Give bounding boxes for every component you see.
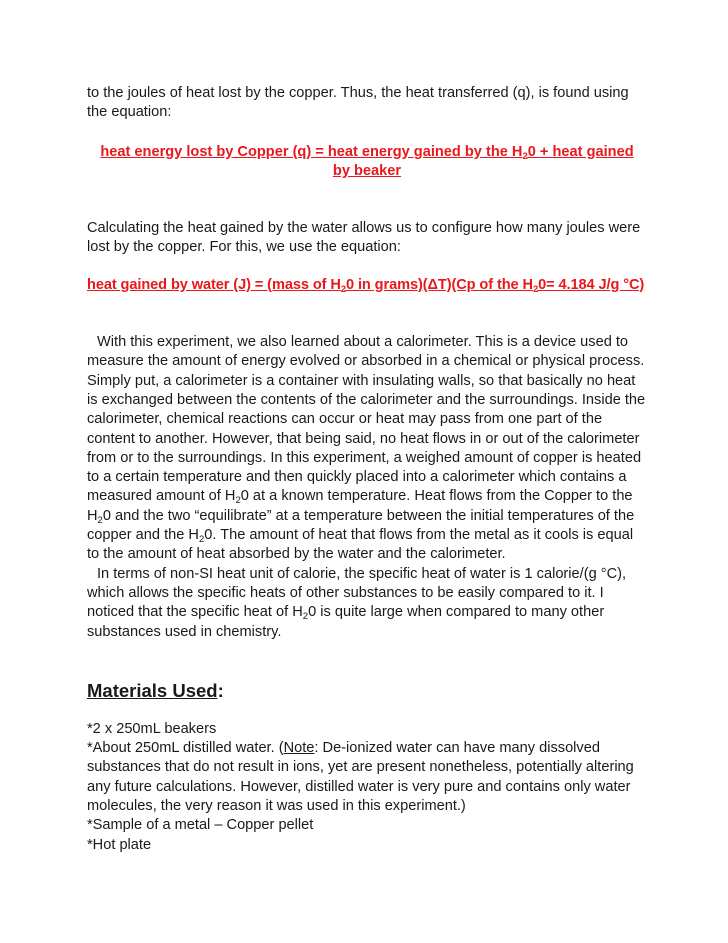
document-page — [87, 84, 647, 855]
item2-part-a: *About 250mL distilled water. ( — [87, 740, 284, 757]
para3-part-a: With this experiment, we also learned about a calorimeter. This is a device used to measure the amount of energy evolved or absorbed in a chemical or physical process. Simply put, a calorimeter is a container with insulating walls, so that basically no heat is exchanged between the contents of the calorimeter and the surroundings. Inside the calorimeter, chemical reactions can occur or heat may pass from one part of the content to another. However, that being said, no heat flows in or out of the calorimeter from or to the surroundings. In this experiment, a weighed amount of copper is heated to a certain temperature and then quickly placed into a calorimeter which contains a measured amount of H — [87, 334, 646, 505]
list-item: *Hot plate — [87, 836, 152, 853]
para4-part-a: In terms of non-SI heat unit of calorie, the specific heat of water is 1 calorie/(g °C), which allows the specific heats of other substances to be easily compared to it. I noticed that the specific heat of H — [87, 565, 627, 621]
note-label: Note — [283, 740, 315, 757]
calorimeter-paragraph — [87, 333, 647, 565]
equation1-subscript: 2 — [522, 150, 528, 162]
intro-paragraph: to the joules of heat lost by the copper. Thus, the heat transferred (q), is found using the equation: — [87, 85, 629, 121]
equation2-subscript-1: 2 — [340, 283, 346, 295]
para3-part-c: 0 and the two “equilibrate” at a temperature between the initial temperatures of the copper and the H — [87, 507, 635, 544]
para3-subscript-2: 2 — [97, 514, 103, 526]
list-item: *2 x 250mL beakers — [87, 720, 217, 737]
materials-heading-colon: : — [217, 679, 224, 701]
equation1-part-a: heat energy lost by Copper (q) = heat energy gained by the H — [100, 143, 523, 160]
materials-heading — [87, 680, 647, 702]
item2-part-b: : De-ionized water can have many dissolved substances that do not result in ions, yet are present nonetheless, potentially altering any future calculations. However, distilled water is very pure and contains only water molecules, the very reason it was used in this experiment.) — [87, 740, 634, 815]
para3-part-b: 0 at a known temperature. Heat flows from the Copper to the H — [87, 488, 633, 524]
water-heat-equation — [87, 276, 647, 295]
equation1-part-b: 0 + heat gained by beaker — [332, 143, 634, 179]
equation2-part-a: heat gained by water (J) = (mass of H — [87, 276, 341, 293]
equation2-part-c: 0= 4.184 J/g °C) — [538, 276, 645, 293]
equation2-part-b: 0 in grams)(ΔT)(Cp of the H — [345, 276, 533, 293]
para3-subscript-1: 2 — [235, 495, 241, 507]
list-item: *Sample of a metal – Copper pellet — [87, 817, 314, 834]
list-item — [87, 739, 647, 816]
materials-heading-text: Materials Used — [87, 679, 218, 701]
specific-heat-paragraph — [87, 565, 647, 642]
heat-balance-equation — [87, 143, 647, 182]
calculation-paragraph: Calculating the heat gained by the water allows us to configure how many joules were lost by the copper. For this, we use the equation: — [87, 220, 641, 256]
materials-list — [87, 720, 647, 855]
para4-part-b: 0 is quite large when compared to many other substances used in chemistry. — [87, 604, 605, 640]
para4-subscript: 2 — [302, 611, 309, 623]
equation2-subscript-2: 2 — [532, 283, 539, 295]
para3-part-d: 0. The amount of heat that flows from the metal as it cools is equal to the amount of heat absorbed by the water and the calorimeter. — [87, 527, 634, 563]
para3-subscript-3: 2 — [198, 534, 205, 546]
